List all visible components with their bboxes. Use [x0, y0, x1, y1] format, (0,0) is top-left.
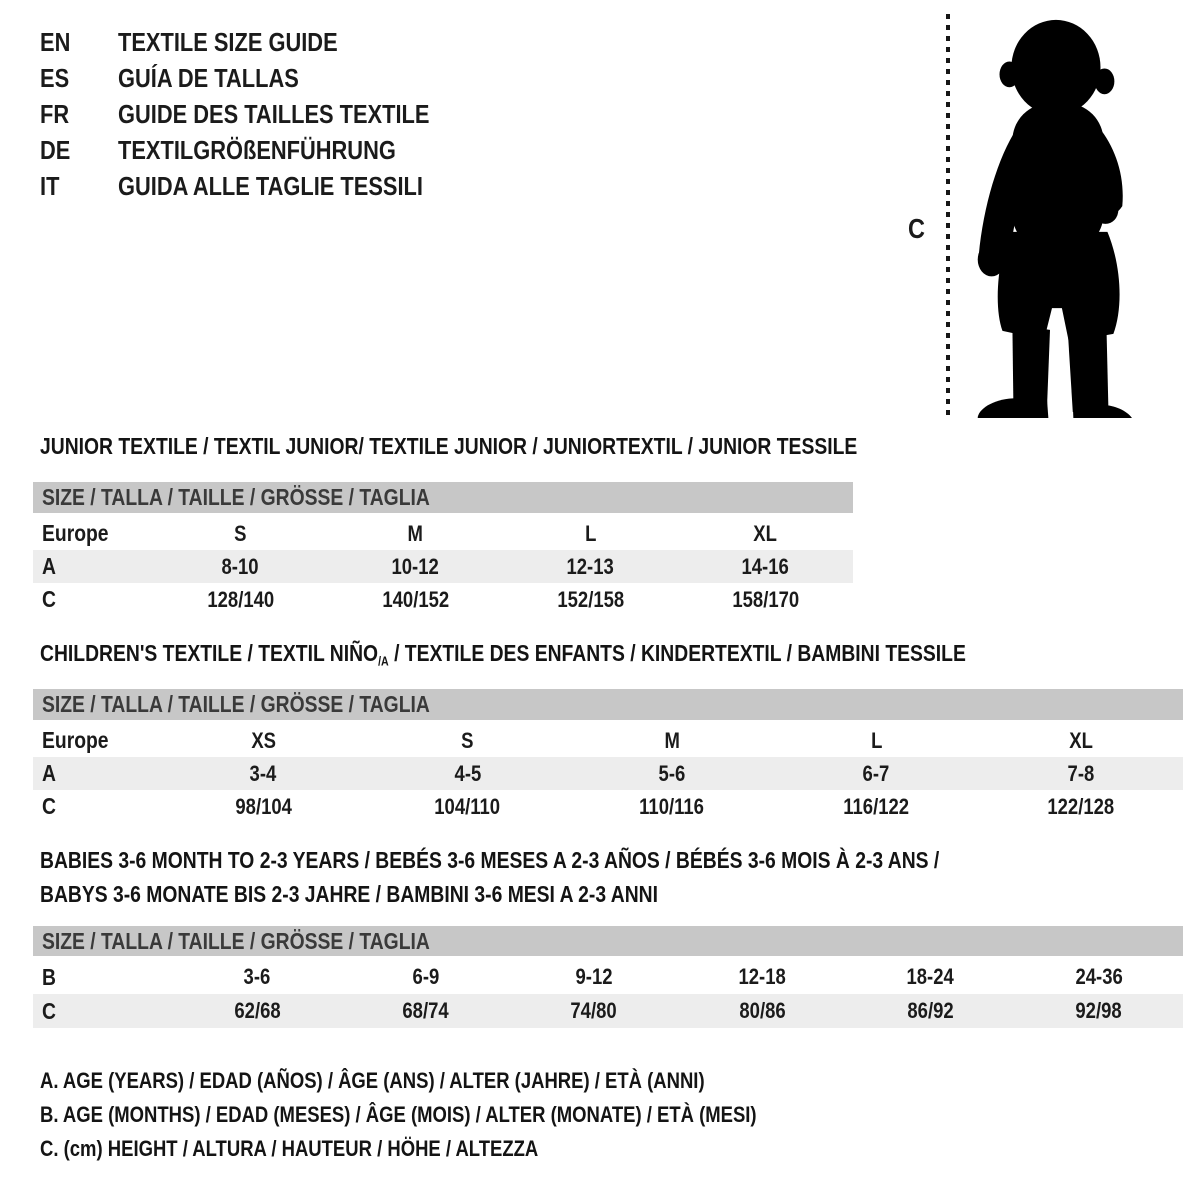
table-cell — [153, 550, 328, 583]
children-row-a — [33, 757, 1183, 790]
table-cell — [341, 994, 509, 1028]
table-cell — [153, 517, 328, 550]
table-cell — [328, 550, 503, 583]
table-cell — [161, 724, 365, 757]
cell-value: 3-4 — [249, 760, 277, 786]
table-cell — [678, 994, 846, 1028]
table-cell — [979, 757, 1183, 790]
babies-row-b — [33, 960, 1183, 994]
table-cell — [678, 517, 853, 550]
cell-value: 10-12 — [391, 553, 440, 579]
language-code: ES — [40, 63, 70, 93]
title-text: / TEXTILE DES ENFANTS / KINDERTEXTIL / BAMBINI TESSILE — [388, 640, 966, 666]
table-cell — [774, 724, 978, 757]
cell-value: 122/128 — [1047, 793, 1115, 819]
size-column-label: L — [584, 520, 597, 546]
cell-value: 86/92 — [907, 998, 954, 1023]
table-cell — [365, 790, 569, 823]
height-measure-label: C — [908, 213, 925, 244]
cell-value: 158/170 — [732, 586, 799, 612]
language-code: EN — [40, 27, 71, 57]
language-code: IT — [40, 171, 60, 201]
size-column-label: XL — [1068, 727, 1093, 753]
table-cell — [173, 994, 341, 1028]
table-cell — [510, 994, 678, 1028]
table-cell — [328, 583, 503, 616]
babies-title-line2: BABYS 3-6 MONATE BIS 2-3 JAHRE / BAMBINI 3-6 MESI A 2-3 ANNI — [40, 881, 658, 907]
language-code: DE — [40, 135, 71, 165]
table-cell — [33, 583, 153, 616]
table-cell — [33, 517, 153, 550]
language-label: TEXTILGRÖßENFÜHRUNG — [118, 135, 396, 165]
table-cell — [33, 757, 161, 790]
cell-value: 7-8 — [1067, 760, 1095, 786]
table-cell — [570, 790, 774, 823]
cell-value: 8-10 — [221, 553, 259, 579]
cell-value: 74/80 — [570, 998, 617, 1023]
row-label: A — [42, 553, 56, 579]
table-cell — [510, 960, 678, 994]
table-cell — [153, 583, 328, 616]
table-cell — [33, 960, 173, 994]
language-label: GUIDE DES TAILLES TEXTILE — [118, 99, 430, 129]
size-column-label: S — [234, 520, 247, 546]
junior-header-row — [33, 517, 853, 550]
children-size-table — [33, 724, 1183, 823]
language-label: GUÍA DE TALLAS — [118, 63, 299, 93]
table-cell — [678, 960, 846, 994]
size-column-label: XS — [250, 727, 276, 753]
size-column-label: L — [870, 727, 883, 753]
cell-value: 110/116 — [639, 793, 705, 819]
cell-value: 12-13 — [566, 553, 615, 579]
table-cell — [979, 724, 1183, 757]
measurement-legend — [40, 1064, 893, 1166]
table-cell — [365, 757, 569, 790]
legend-line-c: C. (cm) HEIGHT / ALTURA / HAUTEUR / HÖHE / ALTEZZA — [40, 1136, 539, 1161]
cell-value: 104/110 — [434, 793, 501, 819]
row-label: C — [42, 586, 56, 612]
table-cell — [503, 550, 678, 583]
table-cell — [1015, 994, 1183, 1028]
row-label: B — [42, 963, 56, 990]
babies-size-table — [33, 960, 1183, 1028]
babies-section-title — [40, 843, 1111, 911]
legend-line-b: B. AGE (MONTHS) / EDAD (MESES) / ÂGE (MOIS) / ALTER (MONATE) / ETÀ (MESI) — [40, 1102, 757, 1127]
table-cell — [678, 583, 853, 616]
size-column-label: S — [461, 727, 474, 753]
children-row-c — [33, 790, 1183, 823]
children-size-band: SIZE / TALLA / TAILLE / GRÖSSE / TAGLIA — [33, 689, 1183, 720]
row-label: C — [42, 997, 56, 1024]
cell-value: 24-36 — [1075, 964, 1123, 989]
table-cell — [570, 757, 774, 790]
table-cell — [33, 550, 153, 583]
table-cell — [365, 724, 569, 757]
cell-value: 6-7 — [863, 760, 890, 786]
language-code: FR — [40, 99, 70, 129]
cell-value: 116/122 — [843, 793, 910, 819]
junior-size-table — [33, 517, 853, 616]
cell-value: 18-24 — [906, 964, 955, 989]
size-column-label: M — [407, 520, 424, 546]
cell-value: 5-6 — [658, 760, 686, 786]
cell-value: 98/104 — [234, 793, 292, 819]
toddler-silhouette-icon — [956, 12, 1146, 418]
legend-line-a: A. AGE (YEARS) / EDAD (AÑOS) / ÂGE (ANS) / ALTER (JAHRE) / ETÀ (ANNI) — [40, 1068, 705, 1093]
babies-row-c — [33, 994, 1183, 1028]
cell-value: 62/68 — [234, 998, 281, 1023]
babies-title-line1: BABIES 3-6 MONTH TO 2-3 YEARS / BEBÉS 3-6 MESES A 2-3 AÑOS / BÉBÉS 3-6 MOIS À 2-3 ANS / — [40, 847, 940, 873]
table-cell — [328, 517, 503, 550]
cell-value: 6-9 — [412, 964, 439, 989]
junior-row-a — [33, 550, 853, 583]
children-section-title — [40, 639, 1142, 675]
children-header-row — [33, 724, 1183, 757]
table-cell — [846, 960, 1014, 994]
table-cell — [846, 994, 1014, 1028]
language-label: GUIDA ALLE TAGLIE TESSILI — [118, 171, 423, 201]
table-cell — [570, 724, 774, 757]
junior-row-c — [33, 583, 853, 616]
table-cell — [161, 757, 365, 790]
table-cell — [341, 960, 509, 994]
babies-size-band: SIZE / TALLA / TAILLE / GRÖSSE / TAGLIA — [33, 926, 1183, 956]
cell-value: 4-5 — [454, 760, 481, 786]
table-cell — [1015, 960, 1183, 994]
size-column-label: XL — [753, 520, 778, 546]
cell-value: 12-18 — [738, 964, 786, 989]
table-cell — [678, 550, 853, 583]
cell-value: 80/86 — [739, 998, 786, 1023]
cell-value: 140/152 — [382, 586, 449, 612]
junior-size-band: SIZE / TALLA / TAILLE / GRÖSSE / TAGLIA — [33, 482, 853, 513]
cell-value: 14-16 — [741, 553, 790, 579]
junior-section-title: JUNIOR TEXTILE / TEXTIL JUNIOR/ TEXTILE JUNIOR / JUNIORTEXTIL / JUNIOR TESSILE — [40, 433, 858, 459]
size-column-label: M — [664, 727, 680, 753]
cell-value: 68/74 — [402, 998, 449, 1023]
title-text: CHILDREN'S TEXTILE / TEXTIL NIÑO — [40, 640, 379, 666]
table-cell — [503, 517, 678, 550]
table-cell — [979, 790, 1183, 823]
cell-value: 3-6 — [243, 964, 271, 989]
row-label: C — [42, 793, 56, 819]
table-cell — [161, 790, 365, 823]
cell-value: 128/140 — [207, 586, 274, 612]
row-label: A — [42, 760, 56, 786]
language-label: TEXTILE SIZE GUIDE — [118, 27, 338, 57]
region-label: Europe — [42, 727, 109, 753]
cell-value: 92/98 — [1075, 998, 1122, 1023]
table-cell — [33, 790, 161, 823]
cell-value: 9-12 — [575, 964, 613, 989]
table-cell — [33, 994, 173, 1028]
cell-value: 152/158 — [557, 586, 624, 612]
table-cell — [774, 790, 978, 823]
table-cell — [774, 757, 978, 790]
table-cell — [33, 724, 161, 757]
table-cell — [173, 960, 341, 994]
table-cell — [503, 583, 678, 616]
title-subscript: /A — [378, 654, 389, 669]
height-measure-dashed-line — [946, 14, 950, 418]
region-label: Europe — [42, 520, 109, 546]
